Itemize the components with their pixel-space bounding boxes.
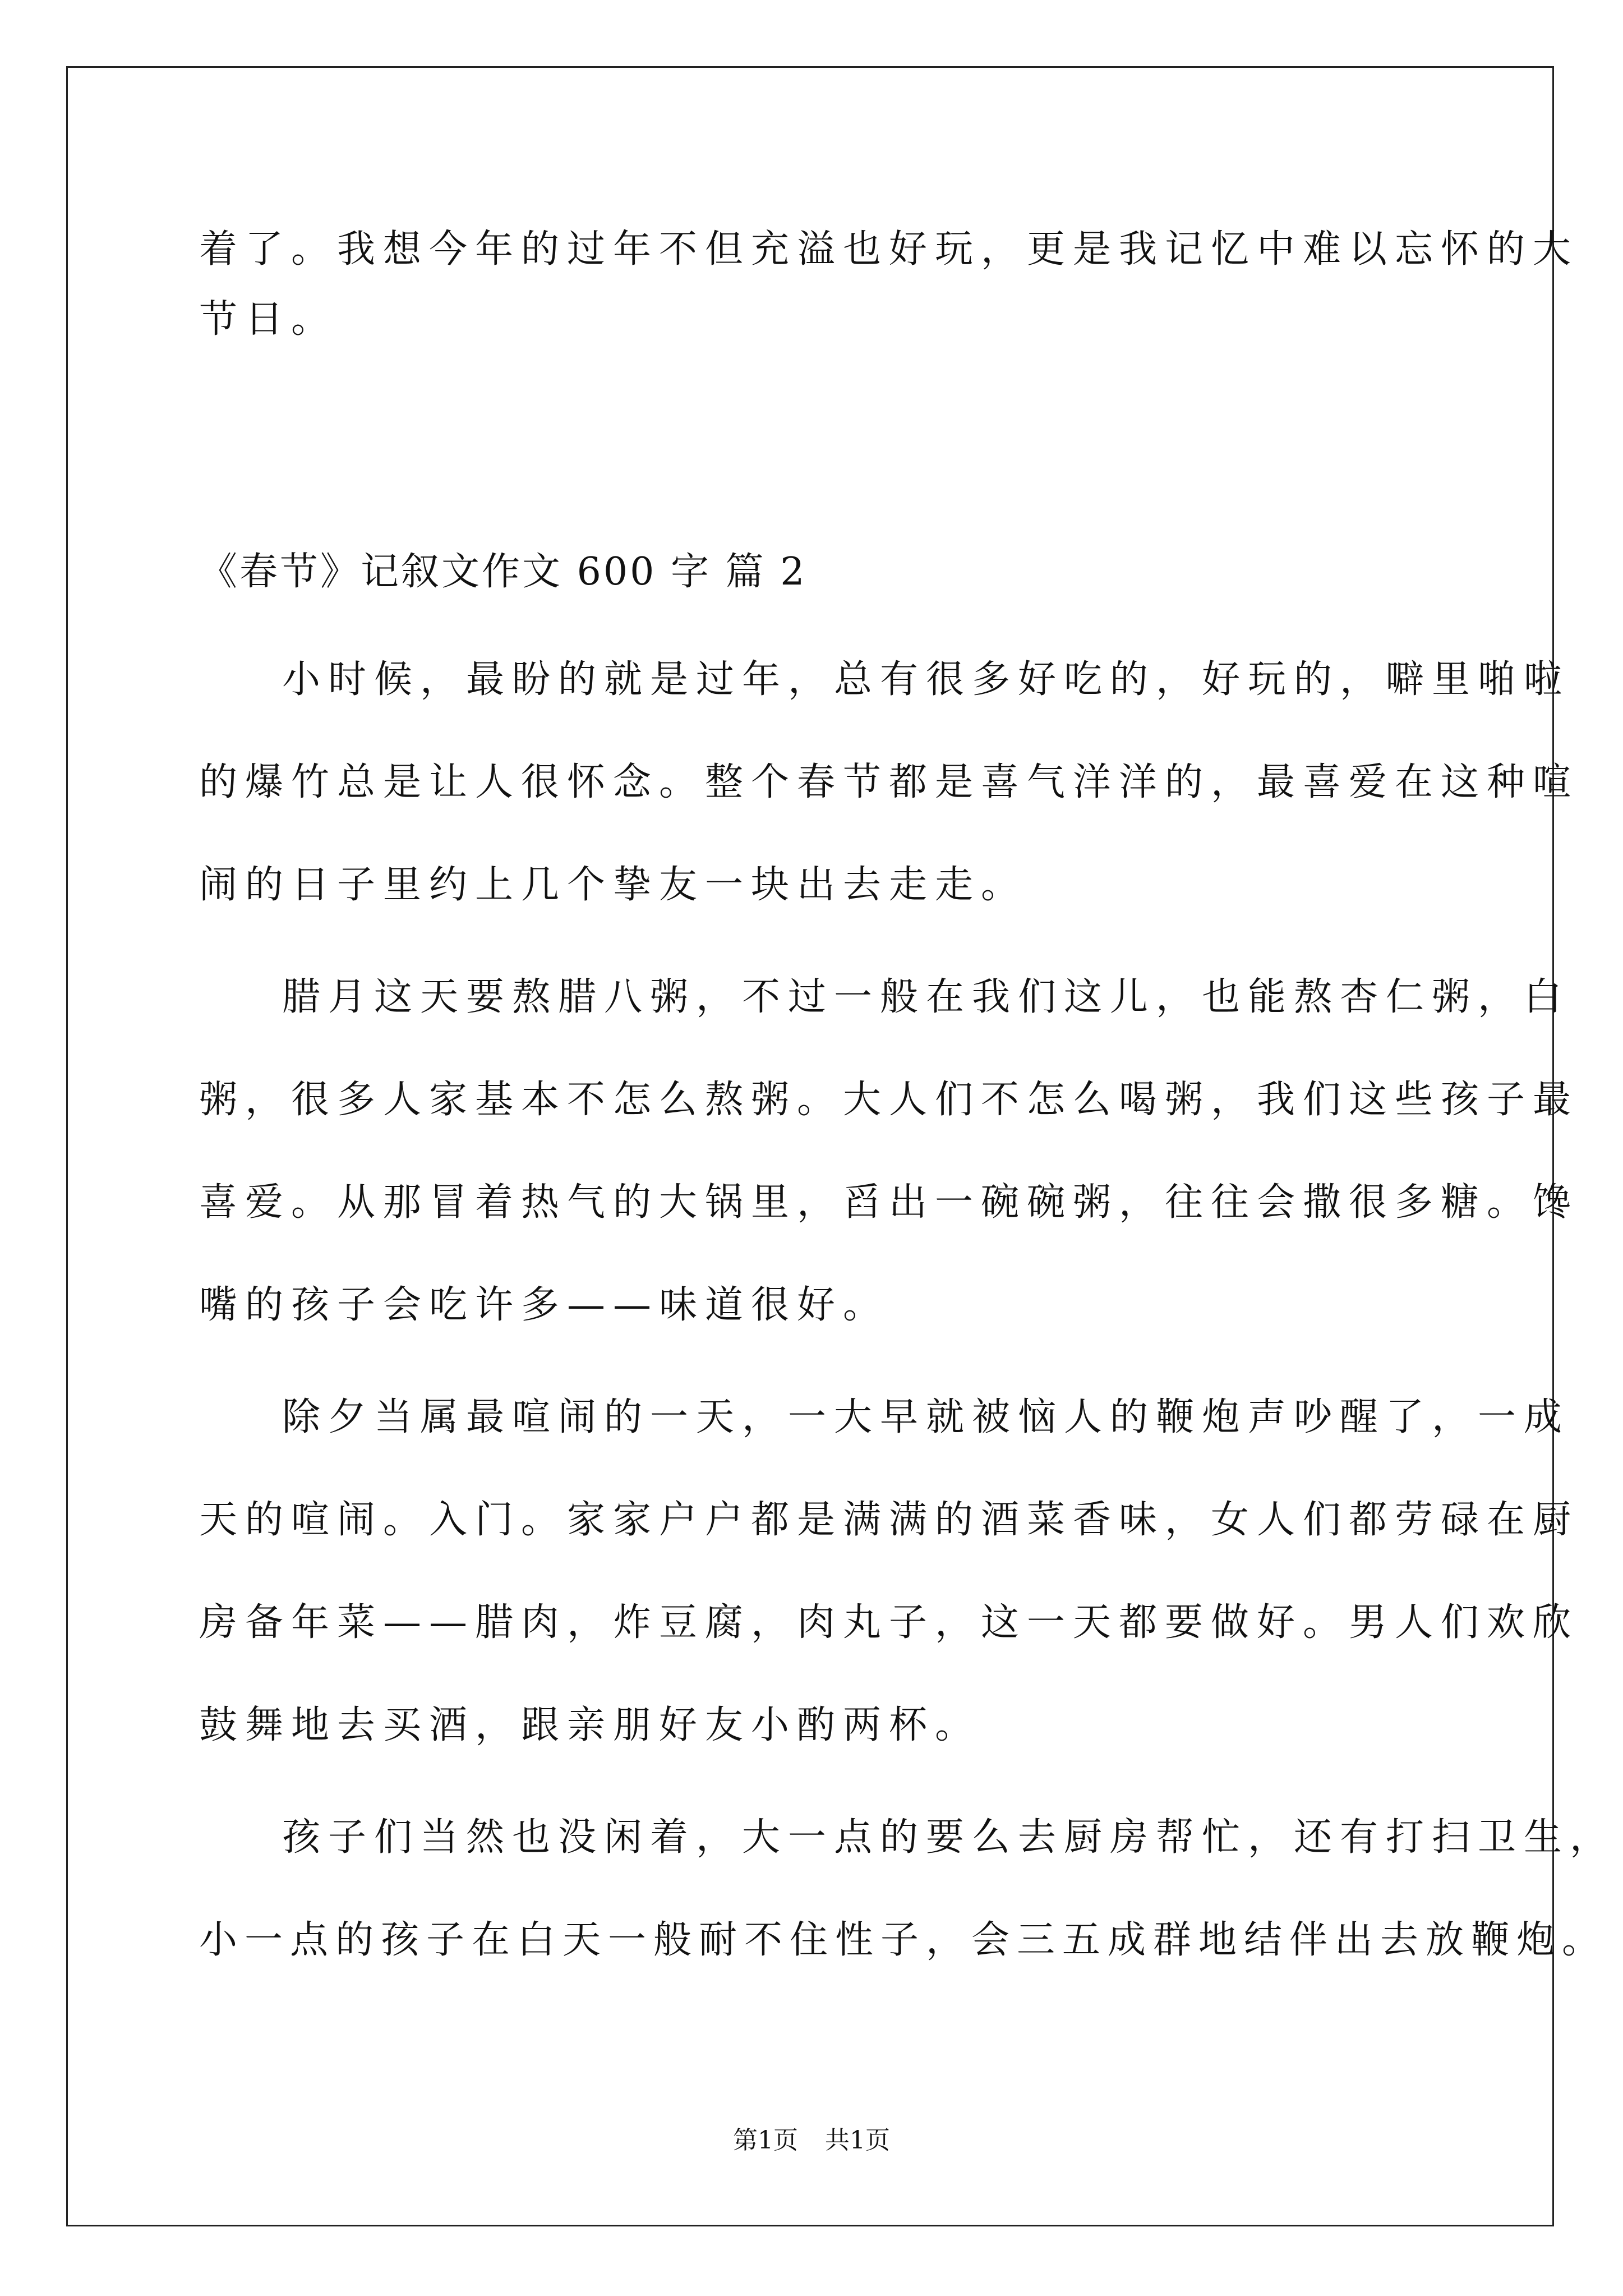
section-heading: 《春节》记叙文作文 600 字 篇 2 xyxy=(199,550,807,594)
paragraph-line: 闹的日子里约上几个挚友一块出去走走。 xyxy=(199,863,1027,907)
paragraph-line: 天的喧闹。入门。家家户户都是满满的酒菜香味，女人们都劳碌在厨 xyxy=(199,1498,1579,1542)
page-footer xyxy=(0,2125,1623,2156)
paragraph-line: 的爆竹总是让人很怀念。整个春节都是喜气洋洋的，最喜爱在这种喧 xyxy=(199,760,1579,804)
paragraph-line: 小时候，最盼的就是过年，总有很多好吃的，好玩的，噼里啪啦 xyxy=(282,657,1570,702)
paragraph-line: 嘴的孩子会吃许多——味道很好。 xyxy=(199,1283,889,1327)
page-number-total: 共1页 xyxy=(825,2126,890,2155)
paragraph-line: 房备年菜——腊肉，炸豆腐，肉丸子，这一天都要做好。男人们欢欣 xyxy=(199,1600,1579,1645)
paragraph-line: 喜爱。从那冒着热气的大锅里，舀出一碗碗粥，往往会撒很多糖。馋 xyxy=(199,1180,1579,1225)
paragraph-line: 着了。我想今年的过年不但充溢也好玩，更是我记忆中难以忘怀的大 xyxy=(199,227,1579,272)
paragraph-line: 腊月这天要熬腊八粥，不过一般在我们这儿，也能熬杏仁粥，白 xyxy=(282,975,1570,1019)
paragraph-line: 鼓舞地去买酒，跟亲朋好友小酌两杯。 xyxy=(199,1703,981,1747)
paragraph-line: 节日。 xyxy=(199,297,338,342)
paragraph-line: 孩子们当然也没闲着，大一点的要么去厨房帮忙，还有打扫卫生， xyxy=(282,1815,1616,1860)
page-number-current: 第1页 xyxy=(733,2126,798,2155)
page-border xyxy=(66,66,1554,2226)
paragraph-line: 除夕当属最喧闹的一天，一大早就被恼人的鞭炮声吵醒了，一成 xyxy=(282,1395,1570,1439)
paragraph-line: 粥，很多人家基本不怎么熬粥。大人们不怎么喝粥，我们这些孩子最 xyxy=(199,1078,1579,1122)
paragraph-line: 小一点的孩子在白天一般耐不住性子，会三五成群地结伴出去放鞭炮。 xyxy=(199,1918,1608,1962)
